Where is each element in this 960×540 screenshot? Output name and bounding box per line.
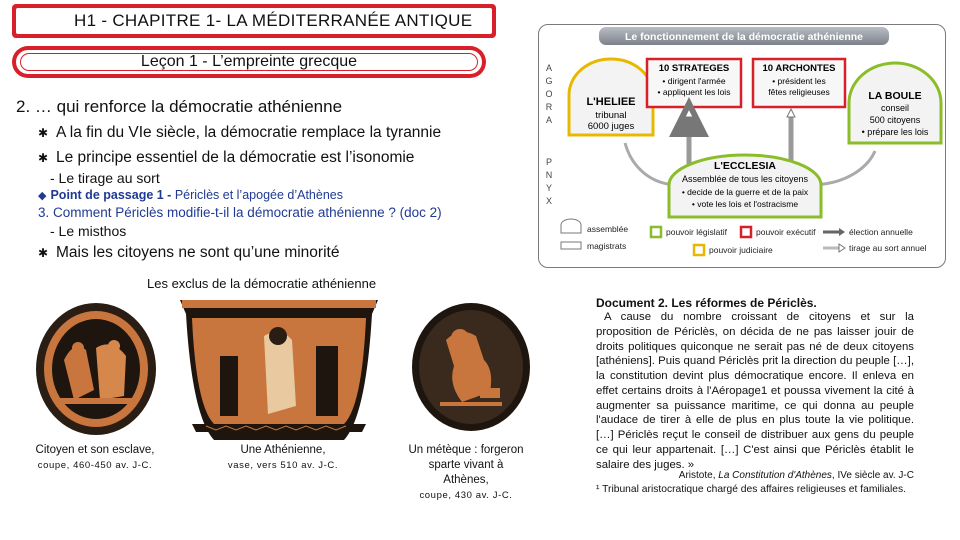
source-work: La Constitution d'Athènes	[718, 470, 832, 481]
bullet-icon: ✱	[38, 151, 49, 165]
image-caption	[396, 443, 536, 503]
legend-executif: pouvoir exécutif	[756, 227, 816, 237]
ecclesia-line: • vote les lois et l'ostracisme	[691, 199, 799, 209]
strateges-title: 10 STRATEGES	[658, 63, 730, 74]
bullet-text: Le principe essentiel de la démocratie est l’isonomie	[56, 149, 415, 166]
bullet-icon: ✱	[38, 126, 49, 140]
bullet-item	[38, 244, 339, 262]
archontes-line: fêtes religieuses	[768, 87, 830, 97]
legend-assemblee: assemblée	[587, 224, 629, 234]
democracy-diagram-svg	[539, 25, 947, 269]
bullet-item	[38, 124, 441, 142]
document-title: Document 2. Les réformes de Périclès.	[596, 296, 817, 310]
boule-line: conseil	[880, 103, 910, 113]
cup-blacksmith-image	[410, 300, 532, 434]
legend-assemblee-icon	[561, 219, 581, 233]
agora-letter: G	[545, 76, 553, 86]
caption-detail: vase, vers 510 av. J-C.	[227, 460, 339, 471]
strateges-line: • dirigent l'armée	[662, 76, 726, 86]
agora-letter: A	[545, 63, 553, 73]
pnyx-letter: Y	[545, 183, 553, 193]
democracy-diagram	[538, 24, 946, 268]
ecclesia-line: • decide de la guerre et de la paix	[681, 187, 809, 197]
legend-judiciaire: pouvoir judiciaire	[709, 245, 773, 255]
bullet-text: Mais les citoyens ne sont qu’une minorité	[56, 244, 340, 261]
caption-detail: coupe, 460-450 av. J-C.	[37, 460, 153, 471]
legend-executif-icon	[741, 227, 751, 237]
ecclesia-title: L'ECCLESIA	[713, 160, 777, 172]
legend-magistrats: magistrats	[587, 241, 627, 251]
caption-main: Un métèque : forgeron	[408, 444, 524, 456]
arrow-head	[787, 109, 795, 117]
legend-legislatif-icon	[651, 227, 661, 237]
vase-athenian-woman-image	[176, 296, 382, 444]
caption-main: Citoyen et son esclave,	[35, 444, 155, 456]
legend-judiciaire-icon	[694, 245, 704, 255]
agora-letter: O	[545, 89, 553, 99]
bullet-icon: ✱	[38, 246, 49, 260]
lesson-title-box	[12, 46, 486, 78]
sub-item: - Le misthos	[50, 223, 127, 239]
passage-text: Périclès et l’apogée d’Athènes	[174, 188, 343, 202]
image-caption	[20, 443, 170, 473]
bullet-item	[38, 149, 414, 167]
caption-detail: coupe, 430 av. J-C.	[419, 490, 513, 501]
heliee-line: 6000 juges	[587, 121, 635, 132]
boule-title: LA BOULE	[868, 90, 922, 102]
diagram-title: Le fonctionnement de la démocratie athénienne	[624, 31, 864, 43]
legend-tirage: tirage au sort annuel	[849, 243, 927, 253]
caption-main: sparte vivant à	[428, 459, 504, 471]
archontes-line: • président les	[772, 76, 826, 86]
source-date: , IVe siècle av. J-C	[831, 470, 914, 481]
diamond-icon: ◆	[38, 190, 47, 202]
arrow-head	[685, 109, 693, 117]
chapter-title: H1 - CHAPITRE 1- LA MÉDITERRANÉE ANTIQUE	[16, 8, 492, 34]
agora-letter: A	[545, 115, 553, 125]
legend-magistrats-icon	[561, 242, 581, 249]
lesson-title: Leçon 1 - L’empreinte grecque	[16, 50, 482, 74]
chapter-title-box	[12, 4, 496, 38]
boule-line: 500 citoyens	[869, 115, 921, 125]
bullet-text: A la fin du VIe siècle, la démocratie remplace la tyrannie	[56, 124, 442, 141]
archontes-title: 10 ARCHONTES	[762, 63, 836, 74]
pnyx-letter: X	[545, 196, 553, 206]
agora-letter: R	[545, 102, 553, 112]
pnyx-letter: N	[545, 170, 553, 180]
document-source	[596, 470, 914, 481]
legend-legislatif: pouvoir législatif	[666, 227, 727, 237]
passage-point	[38, 188, 343, 202]
passage-label: Point de passage 1 -	[50, 188, 172, 202]
ecclesia-line: Assemblée de tous les citoyens	[681, 174, 809, 184]
question: 3. Comment Périclès modifie-t-il la démocratie athénienne ? (doc 2)	[38, 205, 442, 220]
heliee-title: L'HELIEE	[586, 96, 636, 108]
caption-main: Une Athénienne,	[240, 444, 326, 456]
cup-citizen-slave-image	[34, 300, 158, 438]
image-caption	[208, 443, 358, 473]
legend-election: élection annuelle	[849, 227, 913, 237]
exclus-title: Les exclus de la démocratie athénienne	[147, 276, 377, 291]
document-text: A cause du nombre croissant de citoyens et sur la proposition de Périclès, on décida de ne pas laisser jouir de droits politiques quiconque ne serait pas né de deux citoyens [athéniens]. Puis quand Périclès prit la direction du peuple […], la constitution devint plus démocratique encore. Il enleva en effet certains droits à l'Aéropage1 et poussa vivement la cité à augmenter sa puissance maritime, ce qui donna au peuple l'audace de tirer à elle de plus en plus toute la vie politique. […] Périclès reçut le conseil de distribuer aux gens du peuple ce qui leur appartenait. […] C'est ainsi que Périclès établit le salaire des juges. »	[596, 311, 914, 471]
heliee-line: tribunal	[595, 110, 627, 121]
source-author: Aristote,	[678, 470, 716, 481]
boule-line: • prépare les lois	[861, 127, 929, 137]
caption-main: Athènes,	[443, 474, 489, 486]
section-heading: 2. … qui renforce la démocratie athénienne	[16, 97, 343, 116]
sub-item: - Le tirage au sort	[50, 170, 160, 186]
strateges-line: • appliquent les lois	[657, 87, 731, 97]
pnyx-letter: P	[545, 157, 553, 167]
document-footnote: ¹ Tribunal aristocratique chargé des affaires religieuses et familiales.	[596, 484, 907, 495]
